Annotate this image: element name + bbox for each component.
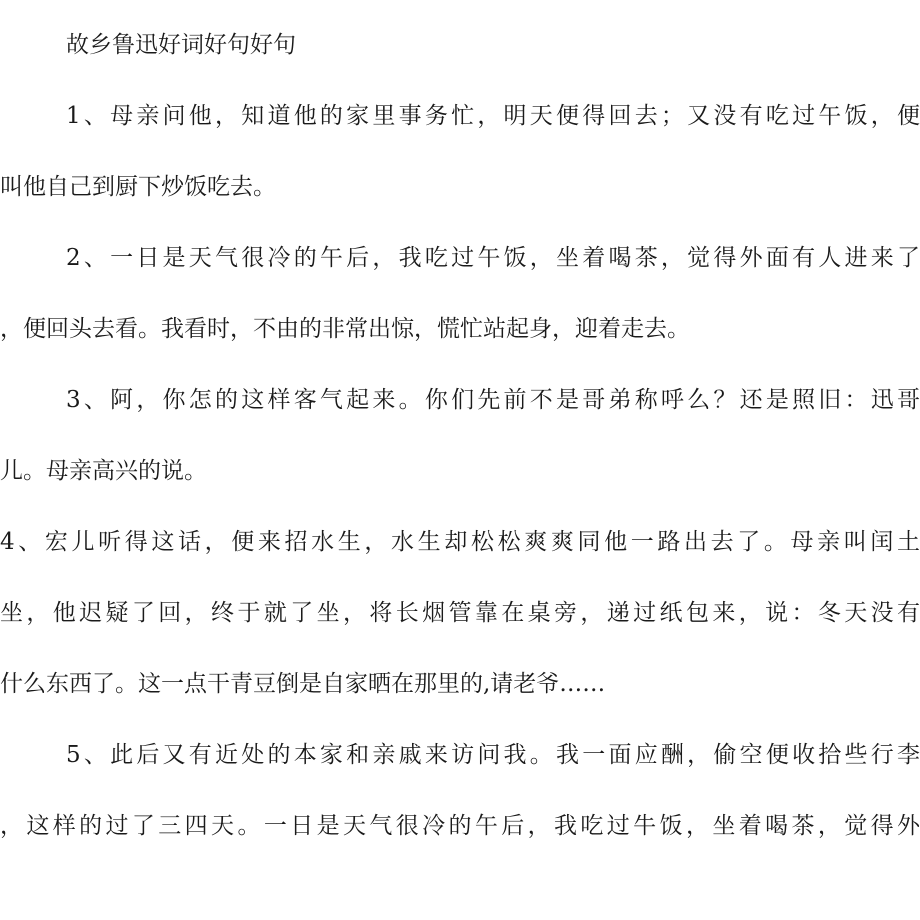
paragraph-line: 坐，他迟疑了回，终于就了坐，将长烟管靠在桌旁，递过纸包来，说：冬天没有 — [0, 600, 920, 626]
paragraph-line: ，这样的过了三四天。一日是天气很冷的午后，我吃过牛饭，坐着喝茶，觉得外 — [0, 813, 920, 839]
paragraph-line: 什么东西了。这一点干青豆倒是自家晒在那里的,请老爷…… — [0, 671, 606, 697]
paragraph-line: 5、此后又有近处的本家和亲戚来访问我。我一面应酬，偷空便收拾些行李 — [66, 742, 920, 768]
paragraph-line: ，便回头去看。我看时，不由的非常出惊，慌忙站起身，迎着走去。 — [0, 316, 690, 342]
paragraph-line: 叫他自己到厨下炒饭吃去。 — [0, 174, 276, 200]
paragraph-line: 1、母亲问他，知道他的家里事务忙，明天便得回去；又没有吃过午饭，便 — [66, 103, 920, 129]
paragraph-line: 儿。母亲高兴的说。 — [0, 458, 207, 484]
paragraph-line: 2、一日是天气很冷的午后，我吃过午饭，坐着喝茶，觉得外面有人进来了 — [66, 245, 920, 271]
paragraph-line: 4、宏儿听得这话，便来招水生，水生却松松爽爽同他一路出去了。母亲叫闰土 — [0, 529, 920, 555]
document-title: 故乡鲁迅好词好句好句 — [66, 32, 296, 58]
paragraph-line: 3、阿，你怎的这样客气起来。你们先前不是哥弟称呼么？还是照旧：迅哥 — [66, 387, 920, 413]
